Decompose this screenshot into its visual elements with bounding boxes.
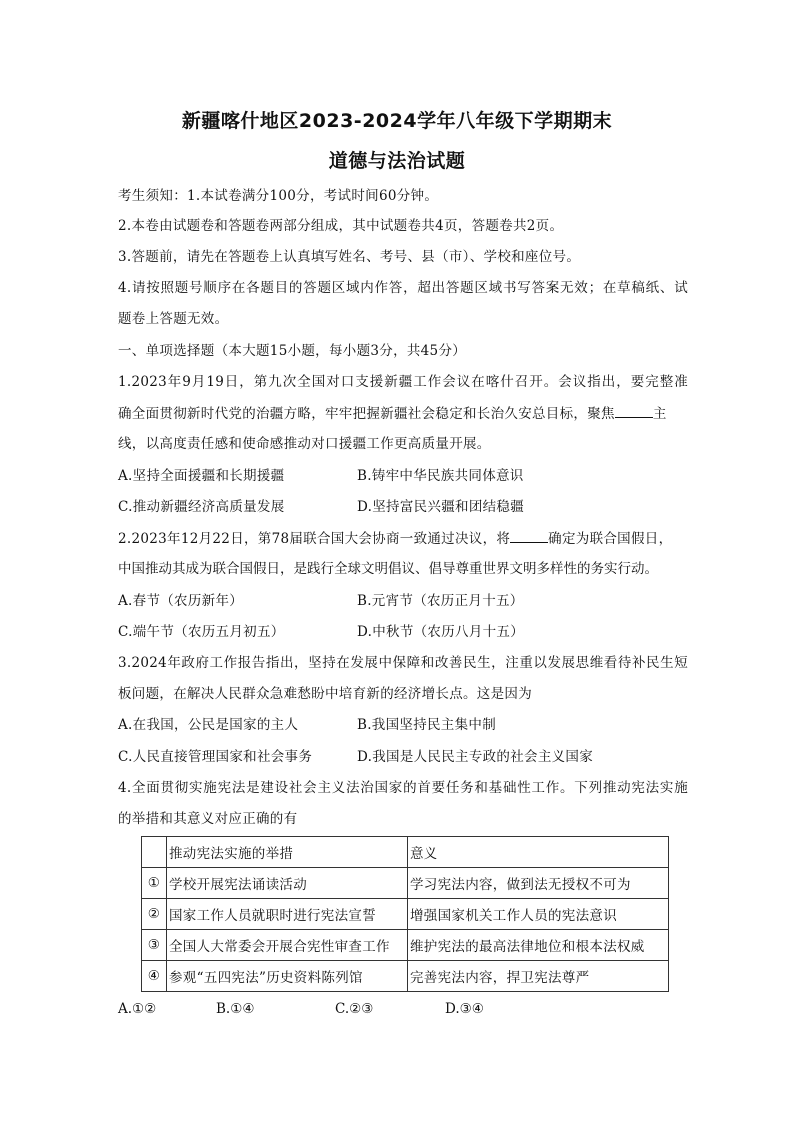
- table-row: [142, 930, 669, 961]
- q4-row-number: ④: [142, 961, 167, 992]
- notice-line-2: 2.本卷由试题卷和答题卷两部分组成，其中试题卷共4页，答题卷共2页。: [118, 218, 564, 234]
- table-row: [142, 961, 669, 992]
- q1-line-3: 线，以高度责任感和使命感推动对口援疆工作更高质量开展。: [118, 436, 491, 452]
- q4-answer-c: C.②③: [335, 1001, 374, 1017]
- q4-row-measure: 国家工作人员就职时进行宪法宣誓: [167, 899, 408, 930]
- q4-table-header-row: [142, 837, 669, 868]
- q4-table-header-measure: 推动宪法实施的举措: [167, 837, 408, 868]
- q4-row-meaning: 学习宪法内容，做到法无授权不可为: [408, 868, 669, 899]
- q4-row-number: ①: [142, 868, 167, 899]
- q3-option-b: B.我国坚持民主集中制: [357, 717, 497, 733]
- q1-option-d: D.坚持富民兴疆和团结稳疆: [357, 499, 525, 515]
- q3-option-c: C.人民直接管理国家和社会事务: [118, 749, 313, 765]
- table-row: [142, 868, 669, 899]
- q3-line-1: 3.2024年政府工作报告指出，坚持在发展中保障和改善民生，注重以发展思维看待补民生短: [118, 655, 688, 671]
- q4-row-meaning: 完善宪法内容，捍卫宪法尊严: [408, 961, 669, 992]
- q4-answer-a: A.①②: [118, 1001, 157, 1017]
- q4-table-header-meaning: 意义: [408, 837, 669, 868]
- q2-option-c: C.端午节（农历五月初五）: [118, 624, 285, 640]
- q4-row-meaning: 增强国家机关工作人员的宪法意识: [408, 899, 669, 930]
- q3-option-a: A.在我国，公民是国家的主人: [118, 717, 299, 733]
- q4-row-number: ②: [142, 899, 167, 930]
- q1-answer-blank: [615, 403, 653, 418]
- notice-line-4: 4.请按照题号顺序在各题目的答题区域内作答，超出答题区域书写答案无效；在草稿纸、试: [118, 280, 688, 296]
- table-row: [142, 899, 669, 930]
- q2-line-1-text: 2.2023年12月22日，第78届联合国大会协商一致通过决议，将: [118, 531, 511, 547]
- q4-answer-d: D.③④: [445, 1001, 484, 1017]
- q2-option-d: D.中秋节（农历八月十五）: [357, 624, 525, 640]
- q1-option-c: C.推动新疆经济高质量发展: [118, 499, 285, 515]
- q4-table-header-num: [142, 837, 167, 868]
- q2-line-1: [118, 528, 688, 549]
- exam-subtitle: 道德与法治试题: [328, 150, 466, 172]
- q4-row-number: ③: [142, 930, 167, 961]
- section-heading: 一、单项选择题（本大题15小题，每小题3分，共45分）: [118, 343, 467, 359]
- q4-row-measure: 参观“五四宪法”历史资料陈列馆: [167, 961, 408, 992]
- q4-line-2: 的举措和其意义对应正确的有: [118, 811, 298, 827]
- notice-line-5: 题卷上答题无效。: [118, 311, 229, 327]
- q4-row-measure: 学校开展宪法诵读活动: [167, 868, 408, 899]
- q1-line-2: [118, 403, 688, 424]
- exam-title: 新疆喀什地区2023-2024学年八年级下学期期末: [181, 110, 613, 132]
- q4-table: [141, 836, 669, 992]
- q2-line-1-end: 确定为联合国假日，: [548, 531, 673, 547]
- q4-line-1: 4.全面贯彻实施宪法是建设社会主义法治国家的首要任务和基础性工作。下列推动宪法实施: [118, 780, 688, 796]
- q1-option-b: B.铸牢中华民族共同体意识: [357, 468, 524, 484]
- q1-line-2-end: 主: [652, 406, 667, 422]
- q2-option-a: A.春节（农历新年）: [118, 593, 244, 609]
- q2-answer-blank: [510, 528, 548, 543]
- q4-answer-b: B.①④: [216, 1001, 255, 1017]
- q1-line-2-text: 确全面贯彻新时代党的治疆方略，牢牢把握新疆社会稳定和长治久安总目标，聚焦: [118, 406, 615, 422]
- notice-line-3: 3.答题前，请先在答题卷上认真填写姓名、考号、县（市）、学校和座位号。: [118, 249, 581, 265]
- q4-row-meaning: 维护宪法的最高法律地位和根本法权威: [408, 930, 669, 961]
- notice-line-1: 考生须知：1.本试卷满分100分，考试时间60分钟。: [118, 188, 439, 204]
- q2-line-2: 中国推动其成为联合国假日，是践行全球文明倡议、倡导尊重世界文明多样性的务实行动。: [118, 561, 658, 577]
- q1-line-1: 1.2023年9月19日，第九次全国对口支援新疆工作会议在喀什召开。会议指出，要完整准: [118, 374, 688, 390]
- q3-option-d: D.我国是人民民主专政的社会主义国家: [357, 749, 594, 765]
- q3-line-2: 板问题，在解决人民群众急难愁盼中培育新的经济增长点。这是因为: [118, 686, 532, 702]
- q4-row-measure: 全国人大常委会开展合宪性审查工作: [167, 930, 408, 961]
- q1-option-a: A.坚持全面援疆和长期援疆: [118, 468, 285, 484]
- q2-option-b: B.元宵节（农历正月十五）: [357, 593, 524, 609]
